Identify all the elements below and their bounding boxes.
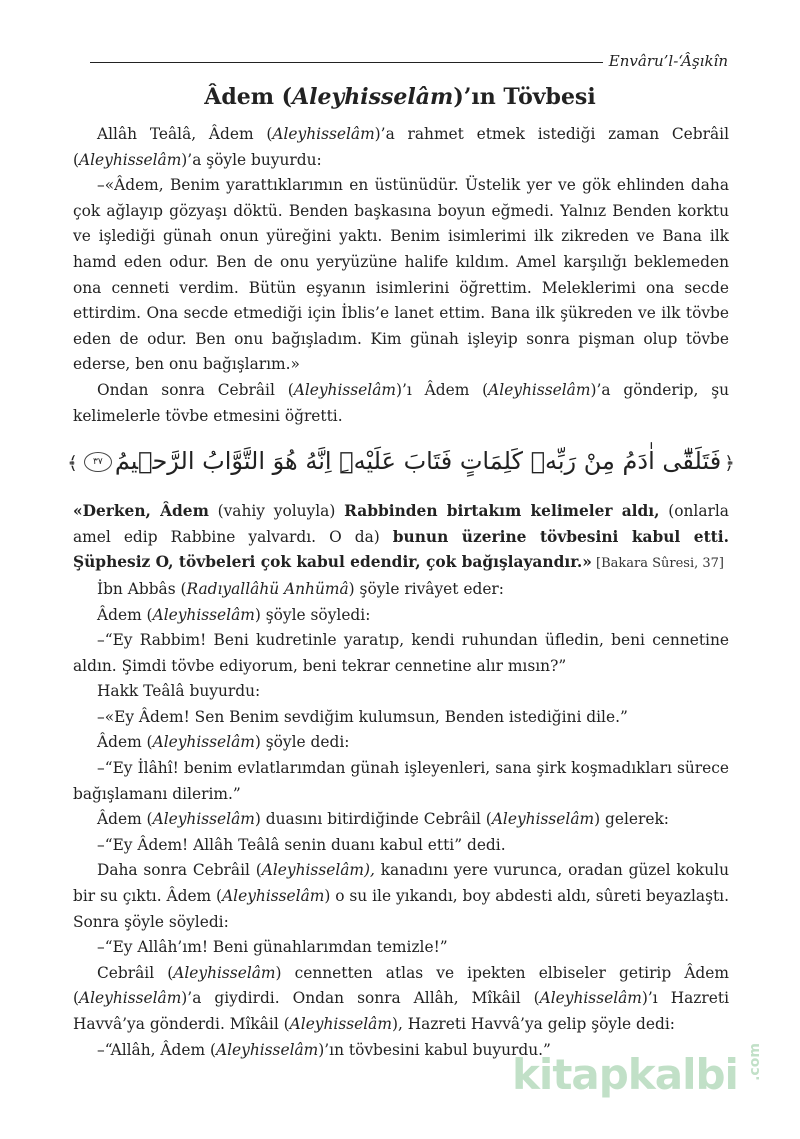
paragraph: Allâh Teâlâ, Âdem (Aleyhisselâm)’a rahmet etmek istediği zaman Cebrâil (Aleyhisselâm)’a şöyle buyurdu: bbox=[73, 125, 729, 169]
verse-reference: [Bakara Sûresi, 37] bbox=[591, 556, 725, 572]
quote-paragraph: –“Ey Rabbim! Beni kudretinle yaratıp, kendi ruhundan üfledin, beni cennetine aldın. Şimdi tövbe ediyorum, beni tekrar cennetine alır mısın?” bbox=[73, 631, 729, 675]
ornate-bracket-open: ﴿ bbox=[724, 453, 735, 475]
paragraph: Hakk Teâlâ buyurdu: bbox=[97, 682, 261, 701]
ornate-bracket-close: ﴾ bbox=[67, 453, 78, 475]
quote-paragraph: –“Ey Allâh’ım! Beni günahlarımdan temizle!” bbox=[97, 938, 448, 957]
verse-translation: «Derken, Âdem (vahiy yoluyla) Rabbinden birtakım kelimeler aldı, (onlarla amel edip Rabbine yalvardı. O da) bunun üzerine tövbesini kabul etti. Şüphesiz O, tövbeleri çok kabul edendir, çok bağışlayandır.» [Bakara Sûresi, 37] bbox=[73, 502, 729, 572]
verse-number-medallion: ٣٧ bbox=[84, 452, 112, 472]
chapter-title: Âdem (Aleyhisselâm)’ın Tövbesi bbox=[204, 84, 596, 110]
book-title: Envâru’l-‘Âşıkîn bbox=[608, 52, 728, 70]
quote-paragraph: –“Allâh, Âdem (Aleyhisselâm)’ın tövbesini kabul buyurdu.” bbox=[97, 1040, 551, 1059]
verse-arabic: فَتَلَقّٰٓى اٰدَمُ مِنْ رَبِّه۪ كَلِمَاتٍ فَتَابَ عَلَيْهِۜ اِنَّهُ هُوَ التَّوَّابُ الرَّح۪يمُ bbox=[114, 447, 722, 476]
paragraph: Âdem (Aleyhisselâm) duasını bitirdiğinde Cebrâil (Aleyhisselâm) gelerek: bbox=[97, 810, 669, 829]
quote-paragraph: –«Âdem, Benim yarattıklarımın en üstünüdür. Üstelik yer ve gök ehlinden daha çok ağlayıp gözyaşı döktü. Benden başkasına boyun eğmedi. Yalnız Benden korktu ve işlediği günah onun yüreğini yaktı. Benim isimlerimi ilk zikreden ve Bana ilk hamd eden odur. Ben de onu yeryüzüne halife kıldım. Amel karşılığı beklemeden ona cenneti verdim. Bütün eşyanın isimlerini öğrettim. Meleklerimi ona secde ettirdim. Ona secde etmediği için İblis’e lanet ettim. Bana ilk şükreden ve ilk tövbe eden de odur. Ben onu bağışladım. Kim günah işleyip sonra pişman olup tövbe ederse, ben onu bağışlarım.» bbox=[73, 176, 729, 374]
quote-paragraph: –«Ey Âdem! Sen Benim sevdiğim kulumsun, Benden istediğini dile.” bbox=[97, 707, 628, 726]
paragraph: Daha sonra Cebrâil (Aleyhisselâm), kanadını yere vurunca, oradan güzel kokulu bir su çıktı. Âdem (Aleyhisselâm) o su ile yıkandı, boy abdesti aldı, sûreti beyazlaştı. Sonra şöyle söyledi: bbox=[73, 861, 729, 931]
paragraph: Âdem (Aleyhisselâm) şöyle dedi: bbox=[97, 733, 350, 752]
header-rule bbox=[90, 62, 603, 63]
quote-paragraph: –“Ey Âdem! Allâh Teâlâ senin duanı kabul etti” dedi. bbox=[97, 835, 506, 854]
watermark-text: kitapkalbi bbox=[512, 1050, 738, 1099]
quote-paragraph: –“Ey İlâhî! benim evlatlarımdan günah işleyenleri, sana şirk koşmadıkları sürece bağışlamanı dilerim.” bbox=[73, 759, 729, 803]
paragraph: İbn Abbâs (Radıyallâhü Anhümâ) şöyle rivâyet eder: bbox=[97, 579, 504, 598]
arabic-verse-text bbox=[64, 449, 737, 477]
watermark-suffix: .com bbox=[747, 1043, 764, 1081]
paragraph: Âdem (Aleyhisselâm) şöyle söyledi: bbox=[97, 605, 371, 624]
running-header bbox=[90, 52, 728, 70]
quran-verse bbox=[67, 433, 735, 493]
page-body bbox=[67, 122, 735, 1063]
paragraph: Ondan sonra Cebrâil (Aleyhisselâm)’ı Âdem (Aleyhisselâm)’a gönderip, şu kelimelerle tövbe etmesini öğretti. bbox=[73, 380, 730, 425]
paragraph: Cebrâil (Aleyhisselâm) cennetten atlas ve ipekten elbiseler getirip Âdem (Aleyhisselâm)’a giydirdi. Ondan sonra Allâh, Mîkâil (Aleyhisselâm)’ı Hazreti Havvâ’ya gönderdi. Mîkâil (Aleyhisselâm), Hazreti Havvâ’ya gelip şöyle dedi: bbox=[73, 963, 729, 1033]
